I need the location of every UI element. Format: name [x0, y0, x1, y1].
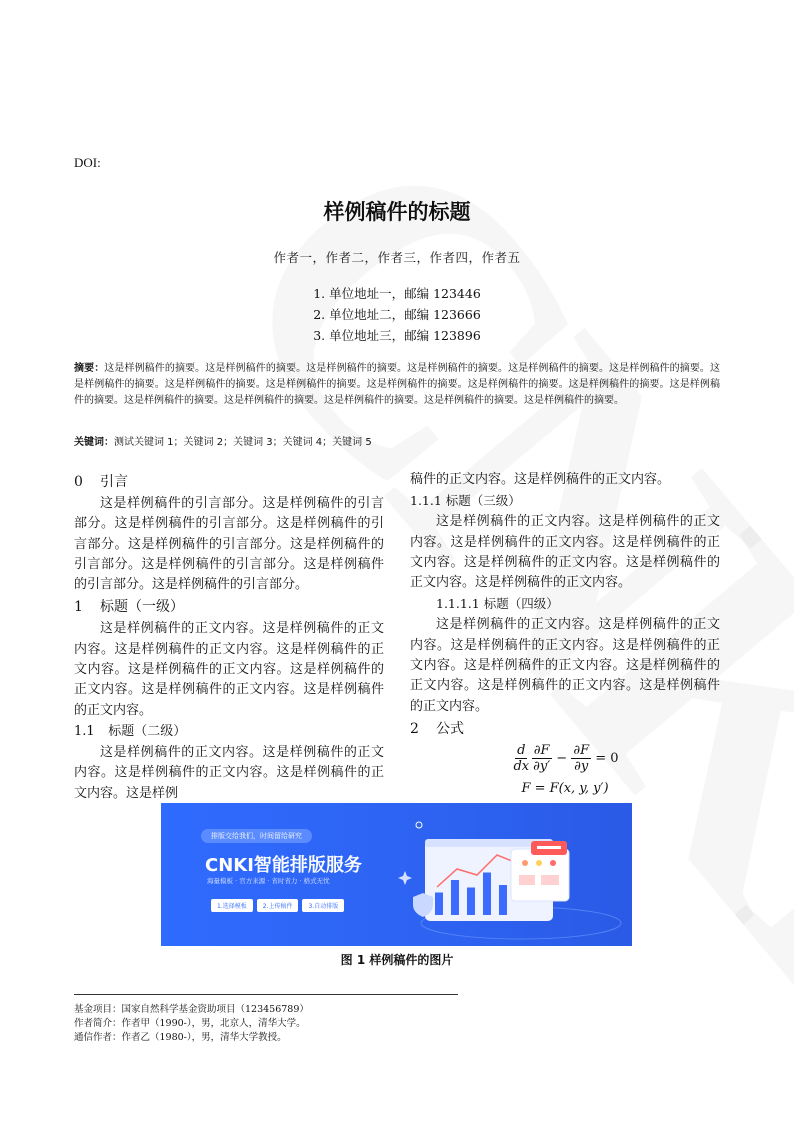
footnote-corresponding: 通信作者：作者乙（1980-），男，清华大学教授。	[74, 1032, 287, 1043]
keywords	[74, 433, 372, 448]
figure-1-caption: 图 1 样例稿件的图片	[340, 953, 454, 967]
section-1-1-1-1-heading: 1.1.1.1 标题（四级）	[436, 596, 559, 612]
affiliation-2: 2. 单位地址二，邮编 123666	[313, 307, 481, 322]
section-1-body: 这是样例稿件的正文内容。这是样例稿件的正文内容。这是样例稿件的正文内容。这是样例稿件的正文内容。这是样例稿件的正文内容。这是样例稿件的正文内容。这是样例稿件的正文内容。这是样例稿件的正文内容。	[74, 621, 384, 718]
abstract	[74, 361, 720, 409]
affiliation-3: 3. 单位地址三，邮编 123896	[313, 328, 481, 343]
figure-step-1: 1.选择模板	[211, 899, 253, 912]
figure-bar	[483, 873, 491, 916]
figure-step-2: 2.上传稿件	[257, 899, 299, 912]
section-0-body: 这是样例稿件的引言部分。这是样例稿件的引言部分。这是样例稿件的引言部分。这是样例稿件的引言部分。这是样例稿件的引言部分。这是样例稿件的引言部分。这是样例稿件的引言部分。这是样例稿件的引言部分。这是样例稿件的引言部分。	[74, 496, 384, 593]
figure-bar	[451, 880, 459, 915]
left-column	[74, 470, 384, 804]
figure-step-3: 3.自动排版	[302, 899, 344, 912]
paper-title: 样例稿件的标题	[323, 200, 471, 224]
section-1-1-1-heading: 1.1.1 标题（三级）	[410, 493, 521, 509]
section-2-heading: 2 公式	[410, 720, 464, 737]
figure-brand: CNKI智能排版服务	[205, 855, 362, 876]
decor-circle-icon	[416, 822, 422, 828]
footnote-author-bio: 作者简介：作者甲（1990-），男，北京人，清华大学。	[74, 1018, 306, 1029]
author-list: 作者一，作者二，作者三，作者四，作者五	[273, 250, 521, 265]
footnote-funding: 基金项目：国家自然科学基金资助项目（123456789）	[74, 1004, 309, 1015]
figure-features: 海量模板 · 官方来源 · 省时省力 · 格式无忧	[207, 877, 330, 885]
section-1-1-heading: 1.1 标题（二级）	[74, 723, 187, 739]
keywords-label: 关键词：	[74, 437, 114, 448]
affiliation-1: 1. 单位地址一，邮编 123446	[313, 286, 481, 301]
figure-bar	[435, 893, 443, 916]
section-1-1-body: 这是样例稿件的正文内容。这是样例稿件的正文内容。这是样例稿件的正文内容。这是样例稿件的正文内容。这是样例	[74, 744, 384, 801]
abstract-text: 这是样例稿件的摘要。这是样例稿件的摘要。这是样例稿件的摘要。这是样例稿件的摘要。这是样例稿件的摘要。这是样例稿件的摘要。这是样例稿件的摘要。这是样例稿件的摘要。这是样例稿件的摘要。这是样例稿件的摘要。这是样例稿件的摘要。这是样例稿件的摘要。这是样例稿件的摘要。这是样例稿件的摘要。这是样例稿件的摘要。这是样例稿件的摘要。这是样例稿件的摘要。这是样例稿件的摘要。	[74, 363, 721, 406]
equation-2: F = F(x, y, y′)	[521, 780, 609, 796]
section-1-1-1-1-body: 这是样例稿件的正文内容。这是样例稿件的正文内容。这是样例稿件的正文内容。这是样例稿件的正文内容。这是样例稿件的正文内容。这是样例稿件的正文内容。这是样例稿件的正文内容。这是样例稿件的正文内容。	[410, 617, 720, 714]
right-column	[410, 470, 720, 826]
figure-bar	[467, 888, 475, 916]
keywords-text: 测试关键词 1；关键词 2；关键词 3；关键词 4；关键词 5	[114, 437, 372, 448]
figure-tagline: 排版交给我们，时间留给研究	[201, 829, 312, 843]
figure-illustration	[391, 803, 632, 946]
abstract-label: 摘要：	[74, 363, 105, 374]
figure-steps	[211, 899, 344, 912]
section-1-heading: 1 标题（一级）	[74, 599, 184, 616]
doi-label: DOI:	[74, 155, 101, 170]
section-0-heading: 0 引言	[74, 474, 128, 490]
equation-1: $\frac{d}{dx}$ $\frac{\partial F}{\partial y'}$ − $\frac{\partial F}{\partial y}$ = 0	[513, 742, 619, 774]
sparkle-icon	[398, 871, 412, 885]
figure-1-image	[161, 803, 632, 946]
section-1-1-1-body: 这是样例稿件的正文内容。这是样例稿件的正文内容。这是样例稿件的正文内容。这是样例稿件的正文内容。这是样例稿件的正文内容。这是样例稿件的正文内容。这是样例稿件的正文内容。	[410, 514, 720, 591]
footnote-rule	[74, 994, 458, 995]
section-1-1-body-cont: 稿件的正文内容。这是样例稿件的正文内容。	[410, 472, 671, 487]
figure-bar	[499, 885, 507, 915]
